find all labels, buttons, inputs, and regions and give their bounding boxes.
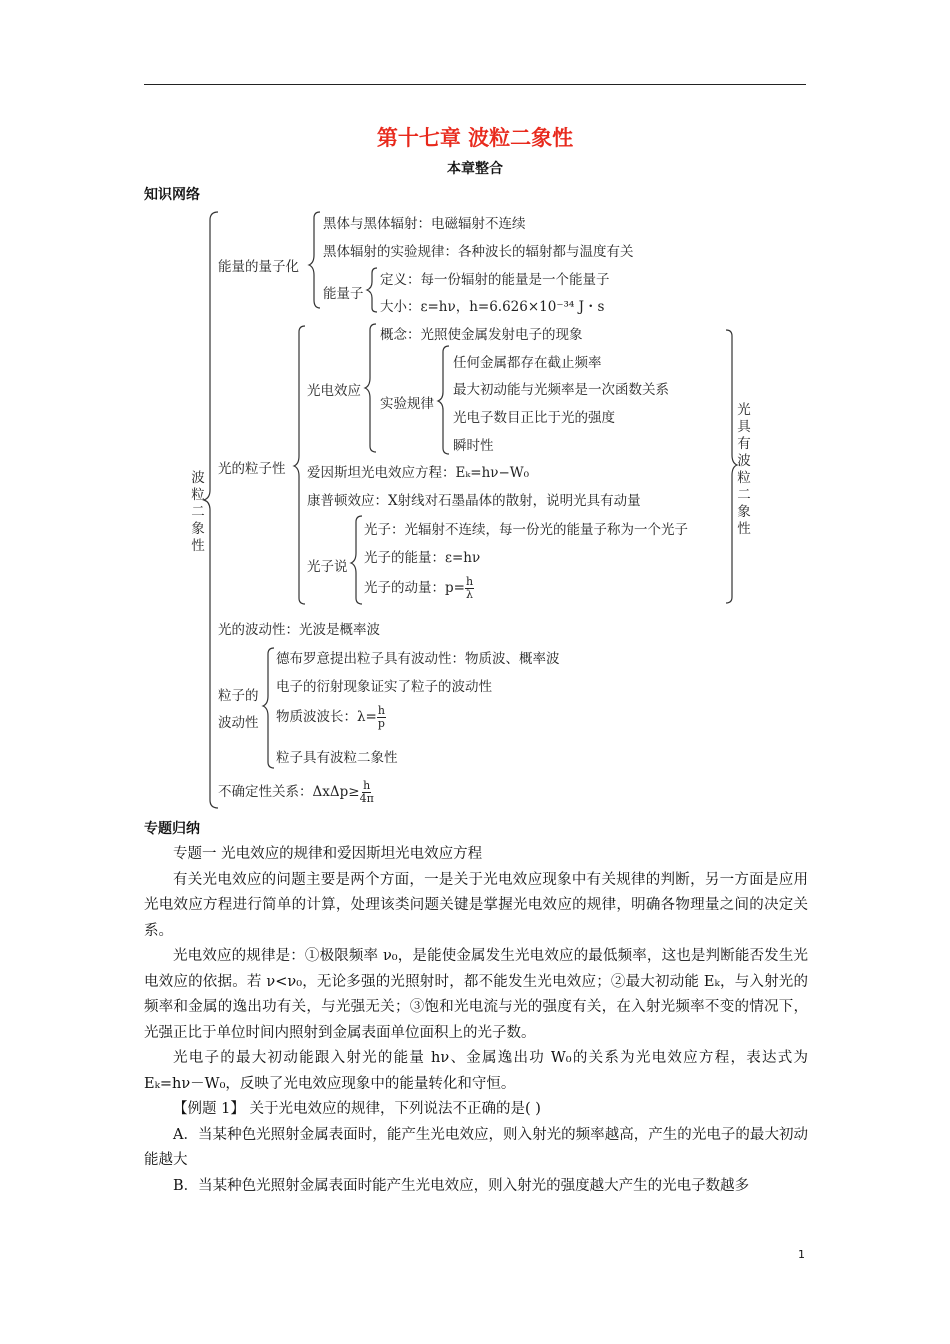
paragraph: 光电子的最大初动能跟入射光的能量 hν、金属逸出功 W₀的关系为光电效应方程，表达式为 Eₖ=hν－W₀，反映了光电效应现象中的能量转化和守恒。 bbox=[144, 1050, 808, 1092]
law-item: 光电子数目正比于光的强度 bbox=[453, 410, 615, 426]
fraction-denominator: p bbox=[377, 717, 385, 730]
fraction-denominator: 4π bbox=[359, 792, 374, 805]
compton-effect: 康普顿效应：X射线对石墨晶体的散射，说明光具有动量 bbox=[307, 493, 641, 509]
knowledge-network-heading: 知识网络 bbox=[144, 187, 200, 203]
fraction bbox=[377, 705, 386, 730]
photon-theory-label: 光子说 bbox=[307, 559, 348, 575]
particle-label: 光的粒子性 bbox=[218, 461, 286, 477]
fraction bbox=[360, 780, 374, 805]
blackbody-item: 黑体与黑体辐射：电磁辐射不连续 bbox=[323, 216, 526, 232]
matter-wave-item: 电子的衍射现象证实了粒子的波动性 bbox=[276, 679, 492, 695]
fraction bbox=[465, 576, 474, 601]
photon-energy: 光子的能量：ε=hν bbox=[364, 550, 481, 566]
fraction-numerator: h bbox=[363, 779, 371, 792]
root-label: 波粒二象性 bbox=[191, 470, 205, 554]
photoelectric-concept: 概念：光照使金属发射电子的现象 bbox=[380, 327, 583, 343]
uncertainty-relation bbox=[218, 780, 374, 805]
einstein-equation: 爱因斯坦光电效应方程：Eₖ=hν−W₀ bbox=[307, 465, 530, 481]
quantum-definition: 定义：每一份辐射的能量是一个能量子 bbox=[380, 272, 610, 288]
law-item: 最大初动能与光频率是一次函数关系 bbox=[453, 382, 669, 398]
quantum-label: 能量子 bbox=[323, 286, 364, 302]
photon-item: 光子：光辐射不连续，每一份光的能量子称为一个光子 bbox=[364, 522, 688, 538]
matter-wavelength-text: 物质波波长：λ= bbox=[276, 709, 377, 725]
fraction-numerator: h bbox=[377, 704, 385, 717]
photon-momentum bbox=[364, 576, 474, 601]
experimental-law-label: 实验规律 bbox=[380, 396, 434, 412]
option-a: A．当某种色光照射金属表面时，能产生光电效应，则入射光的频率越高，产生的光电子的最大初动能越大 bbox=[144, 1126, 808, 1168]
topics-heading: 专题归纳 bbox=[144, 821, 200, 837]
matter-wave-label-2: 波动性 bbox=[218, 715, 259, 731]
paragraph: 光电效应的规律是：①极限频率 ν₀，是能使金属发生光电效应的最低频率，这也是判断能否发生光电效应的依据。若 ν<ν₀，无论多强的光照射时，都不能发生光电效应；②最大初动能 Eₖ，与入射光的频率和金属的逸出功有关，与光强无关；③饱和光电流与光的强度有关，在入射光频率不变的情况下，光强正比于单位时间内照射到金属表面单位面积上的光子数。 bbox=[144, 948, 808, 1041]
matter-wave-label-1: 粒子的 bbox=[218, 688, 259, 704]
wave-nature: 光的波动性：光波是概率波 bbox=[218, 622, 380, 638]
quantization-label: 能量的量子化 bbox=[218, 259, 299, 275]
blackbody-law-item: 黑体辐射的实验规律：各种波长的辐射都与温度有关 bbox=[323, 244, 634, 260]
matter-wavelength bbox=[276, 705, 386, 730]
chapter-subtitle: 本章整合 bbox=[447, 161, 503, 177]
law-item: 瞬时性 bbox=[453, 438, 494, 454]
uncertainty-text: 不确定性关系：ΔxΔp≥ bbox=[218, 784, 360, 800]
photon-momentum-text: 光子的动量：p= bbox=[364, 580, 465, 596]
duality-side-label: 光具有波粒二象性 bbox=[737, 402, 751, 537]
matter-wave-item: 德布罗意提出粒子具有波动性：物质波、概率波 bbox=[276, 651, 560, 667]
matter-wave-item: 粒子具有波粒二象性 bbox=[276, 750, 398, 766]
fraction-numerator: h bbox=[465, 575, 474, 588]
example-question: 【例题 1】 关于光电效应的规律，下列说法不正确的是( ) bbox=[173, 1101, 541, 1117]
topics-body bbox=[144, 842, 808, 1199]
law-item: 任何金属都存在截止频率 bbox=[453, 355, 602, 371]
fraction-denominator: λ bbox=[466, 588, 473, 601]
quantum-size: 大小：ε=hν，h=6.626×10⁻³⁴ J・s bbox=[380, 299, 605, 315]
chapter-title: 第十七章 波粒二象性 bbox=[376, 126, 574, 150]
photoelectric-label: 光电效应 bbox=[307, 383, 361, 399]
page-number: 1 bbox=[798, 1248, 805, 1261]
topic-title: 专题一 光电效应的规律和爱因斯坦光电效应方程 bbox=[173, 846, 483, 862]
paragraph: 有关光电效应的问题主要是两个方面，一是关于光电效应现象中有关规律的判断，另一方面是应用光电效应方程进行简单的计算，处理该类问题关键是掌握光电效应的规律，明确各物理量之间的决定关系。 bbox=[144, 871, 808, 939]
option-b: B．当某种色光照射金属表面时能产生光电效应，则入射光的强度越大产生的光电子数越多 bbox=[173, 1177, 750, 1194]
